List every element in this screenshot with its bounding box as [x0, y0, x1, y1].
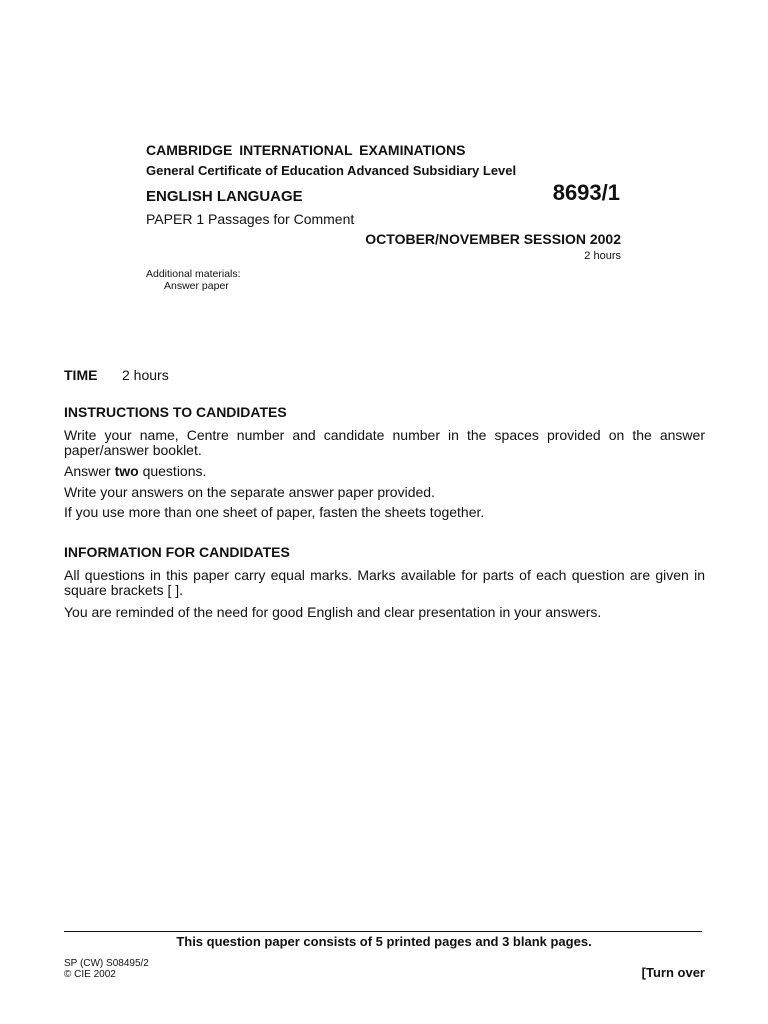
- turn-over-note: [Turn over: [641, 965, 705, 980]
- page-count-note: This question paper consists of 5 printed pages and 3 blank pages.: [176, 934, 592, 949]
- exam-board-title: CAMBRIDGE INTERNATIONAL EXAMINATIONS: [146, 142, 466, 158]
- paper-title: PAPER 1 Passages for Comment: [146, 211, 355, 227]
- qualification-level: General Certificate of Education Advanced Subsidiary Level: [146, 163, 517, 178]
- exam-session: OCTOBER/NOVEMBER SESSION 2002: [365, 231, 621, 247]
- time-value: 2 hours: [122, 367, 169, 383]
- instruction-line: If you use more than one sheet of paper, fasten the sheets together.: [64, 504, 485, 520]
- instruction-text: Answer: [64, 463, 115, 479]
- footer-divider: [64, 931, 702, 932]
- instruction-emphasis: two: [114, 463, 139, 479]
- instruction-line: Write your answers on the separate answer paper provided.: [64, 484, 435, 500]
- instruction-text: questions.: [138, 463, 207, 479]
- additional-materials-item: Answer paper: [164, 280, 229, 292]
- time-label: TIME: [64, 367, 98, 383]
- document-reference: [64, 958, 149, 980]
- instructions-heading: INSTRUCTIONS TO CANDIDATES: [64, 404, 287, 420]
- subject-title: ENGLISH LANGUAGE: [146, 188, 303, 205]
- additional-materials-label: Additional materials:: [146, 268, 241, 280]
- information-heading: INFORMATION FOR CANDIDATES: [64, 544, 290, 560]
- exam-duration: 2 hours: [584, 250, 621, 262]
- information-line: You are reminded of the need for good English and clear presentation in your answers.: [64, 604, 602, 620]
- instruction-line: Write your name, Centre number and candidate number in the spaces provided on the answer paper/answer booklet.: [64, 427, 705, 458]
- paper-code: 8693/1: [552, 180, 620, 205]
- information-line: All questions in this paper carry equal marks. Marks available for parts of each question are given in square brackets [ ].: [64, 567, 705, 598]
- time-row: [64, 367, 705, 383]
- copyright-notice: © CIE 2002: [64, 969, 116, 980]
- instruction-line: [64, 464, 705, 479]
- reference-code: SP (CW) S08495/2: [64, 958, 149, 969]
